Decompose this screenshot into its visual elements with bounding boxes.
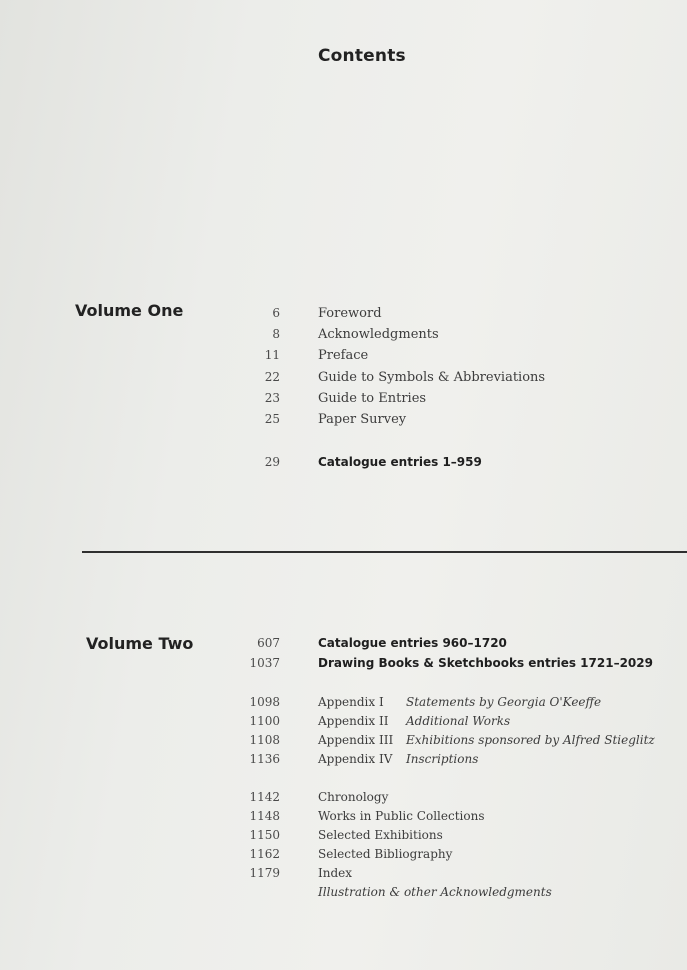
toc-entry-appendix[interactable] — [0, 695, 687, 715]
toc-entry[interactable] — [0, 847, 687, 867]
entry-label: Catalogue entries 1–959 — [318, 455, 482, 469]
toc-entry[interactable] — [0, 790, 687, 810]
page-number: 1108 — [249, 733, 280, 747]
toc-entry[interactable] — [0, 866, 687, 886]
toc-entry[interactable] — [0, 327, 687, 347]
page-number: 607 — [257, 636, 280, 650]
page-number: 1142 — [249, 790, 280, 804]
entry-label: Index — [318, 866, 353, 880]
toc-entry-acknowledgments-note[interactable] — [0, 885, 687, 905]
toc-entry-catalogue-volume-two[interactable] — [0, 636, 687, 656]
toc-entry-drawing-books[interactable] — [0, 656, 687, 676]
entry-label: Selected Exhibitions — [318, 828, 443, 842]
appendix-description: Inscriptions — [406, 752, 479, 766]
toc-entry-appendix[interactable] — [0, 714, 687, 734]
page-number: 11 — [264, 348, 280, 362]
toc-entry[interactable] — [0, 306, 687, 326]
toc-entry[interactable] — [0, 370, 687, 390]
entry-label: Preface — [318, 348, 369, 363]
page-number: 22 — [264, 370, 280, 384]
page-title: Contents — [318, 46, 406, 66]
entry-label — [318, 714, 510, 728]
toc-entry[interactable] — [0, 828, 687, 848]
entry-label: Drawing Books & Sketchbooks entries 1721–2029 — [318, 656, 653, 670]
entry-label: Catalogue entries 960–1720 — [318, 636, 507, 650]
appendix-name: Appendix II — [318, 714, 389, 728]
entry-label: Foreword — [318, 306, 382, 321]
page-number: 1037 — [249, 656, 280, 670]
entry-label — [318, 733, 655, 747]
entry-label: Paper Survey — [318, 412, 407, 427]
appendix-description: Additional Works — [406, 714, 511, 728]
entry-label — [318, 752, 478, 766]
toc-entry[interactable] — [0, 412, 687, 432]
toc-entry[interactable] — [0, 391, 687, 411]
toc-entry-appendix[interactable] — [0, 752, 687, 772]
page-number: 29 — [264, 455, 280, 469]
page-number: 1162 — [249, 847, 280, 861]
toc-entry-appendix[interactable] — [0, 733, 687, 753]
toc-entry-catalogue-volume-one[interactable] — [0, 455, 687, 475]
page-number: 1098 — [249, 695, 280, 709]
entry-label: Illustration & other Acknowledgments — [318, 885, 552, 899]
entry-label: Acknowledgments — [318, 327, 439, 342]
page-number: 25 — [264, 412, 280, 426]
page-number: 1179 — [249, 866, 280, 880]
appendix-description: Exhibitions sponsored by Alfred Stieglitz — [406, 733, 655, 747]
entry-label — [318, 695, 601, 709]
appendix-description: Statements by Georgia O'Keeffe — [406, 695, 602, 709]
page-number: 1150 — [249, 828, 280, 842]
page-number: 23 — [264, 391, 280, 405]
page-number: 1148 — [249, 809, 280, 823]
entry-label: Chronology — [318, 790, 389, 804]
page-number: 6 — [272, 306, 280, 320]
appendix-name: Appendix IV — [318, 752, 393, 766]
volume-two-heading: Volume Two — [86, 634, 194, 653]
page-number: 1136 — [249, 752, 280, 766]
page-number: 1100 — [249, 714, 280, 728]
appendix-name: Appendix III — [318, 733, 394, 747]
entry-label: Guide to Symbols & Abbreviations — [318, 370, 546, 385]
section-divider — [82, 551, 687, 553]
volume-one-heading: Volume One — [75, 301, 184, 320]
entry-label: Guide to Entries — [318, 391, 427, 406]
appendix-name: Appendix I — [318, 695, 384, 709]
toc-entry[interactable] — [0, 809, 687, 829]
entry-label: Selected Bibliography — [318, 847, 453, 861]
toc-entry[interactable] — [0, 348, 687, 368]
page-number: 8 — [272, 327, 280, 341]
entry-label: Works in Public Collections — [318, 809, 485, 823]
